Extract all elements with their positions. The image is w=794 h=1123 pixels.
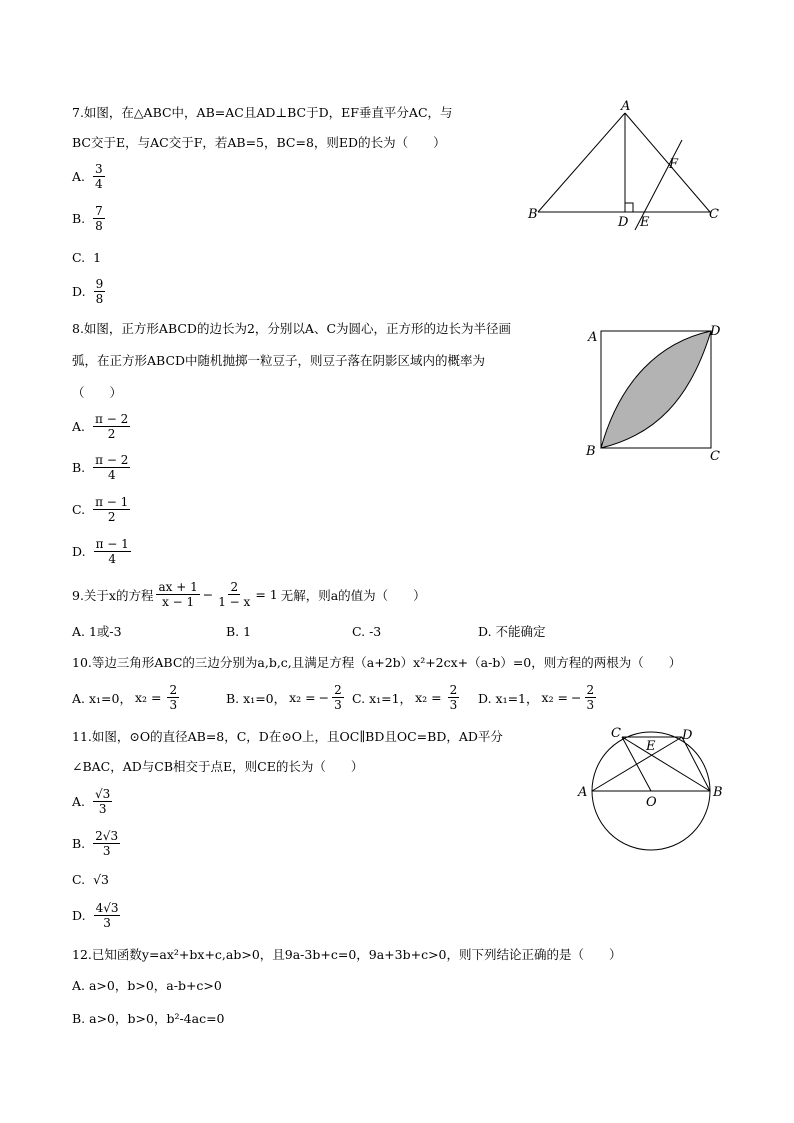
- fraction: $\frac{2}{1 - x}$: [218, 580, 251, 609]
- fraction: $\frac{3}{4}$: [95, 162, 103, 191]
- fraction: $\frac{4√3}{3}$: [95, 901, 119, 930]
- q9-suffix: 无解，则a的值为（ ）: [280, 587, 426, 603]
- option-value: √3: [93, 872, 110, 887]
- q9-option-b: B. 1: [226, 624, 252, 639]
- q8-option-d: [72, 537, 131, 566]
- option-label: C.: [72, 502, 86, 517]
- q9-stem: [72, 580, 426, 609]
- fraction: $\frac{2}{3}$: [449, 683, 458, 712]
- q9-option-c: C. -3: [352, 624, 382, 639]
- option-label: B.: [72, 836, 86, 851]
- option-label: A.: [72, 169, 86, 184]
- q9-option-d: D. 不能确定: [478, 624, 546, 639]
- q11-option-a: [72, 787, 112, 816]
- fraction: $\frac{2}{3}$: [586, 683, 595, 712]
- q8-option-b: [72, 453, 130, 482]
- q8-stem-line1: 8.如图，正方形ABCD的边长为2，分别以A、C为圆心，正方形的边长为半径画: [72, 321, 512, 336]
- option-label: D.: [72, 908, 86, 923]
- q8-option-a: [72, 412, 130, 441]
- minus-sign: −: [202, 587, 214, 602]
- fraction: $\frac{ax + 1}{x - 1}$: [158, 580, 198, 609]
- q12-stem: 12.已知函数y=ax²+bx+c,ab>0，且9a-3b+c=0，9a+3b+c>0，则下列结论正确的是（ ）: [72, 947, 622, 962]
- option-label: A.: [72, 794, 86, 809]
- q10-option-d: D. x₁=1， x₂ = − $\frac{2}{3}$: [478, 683, 595, 712]
- q11-stem-line2: ∠BAC，AD与CB相交于点E，则CE的长为（ ）: [72, 759, 364, 774]
- label-d: D: [618, 215, 629, 230]
- option-label: B.: [72, 460, 86, 475]
- label-c: C: [709, 207, 719, 222]
- fraction: $\frac{√3}{3}$: [95, 787, 111, 816]
- q8-stem-line2: 弧，在正方形ABCD中随机抛掷一粒豆子，则豆子落在阴影区域内的概率为: [72, 353, 486, 368]
- fraction: $\frac{\pi - 1}{4}$: [95, 537, 129, 566]
- label-c: C: [710, 449, 720, 464]
- q11-option-d: [72, 901, 120, 930]
- q7-stem-line2: BC交于E，与AC交于F，若AB=5，BC=8，则ED的长为（ ）: [72, 135, 446, 150]
- q7-option-a: [72, 162, 105, 191]
- option-label: D.: [72, 284, 86, 299]
- label-d: D: [710, 324, 721, 339]
- fraction: $\frac{\pi - 2}{4}$: [95, 453, 129, 482]
- q11-option-b: [72, 829, 120, 858]
- label-e: E: [646, 739, 656, 754]
- option-label: A.: [72, 419, 86, 434]
- q8-option-c: [72, 495, 130, 524]
- q9-option-a: A. 1或-3: [72, 624, 122, 639]
- q8-stem-line3: （ ）: [72, 385, 123, 400]
- q7-option-c: [72, 250, 101, 265]
- q7-stem-line1: 7.如图，在△ABC中，AB=AC且AD⊥BC于D，EF垂直平分AC，与: [72, 105, 453, 120]
- q11-circle-figure: [570, 722, 730, 852]
- fraction: $\frac{2}{3}$: [169, 683, 178, 712]
- shaded-lens: [601, 331, 711, 448]
- fraction: $\frac{9}{8}$: [95, 277, 104, 306]
- option-label: C.: [72, 250, 86, 265]
- q7-option-b: [72, 204, 105, 233]
- label-a: A: [621, 100, 631, 114]
- option-label: C.: [72, 872, 86, 887]
- label-b: B: [713, 785, 723, 800]
- label-d: D: [682, 728, 693, 743]
- fraction: $\frac{7}{8}$: [95, 204, 103, 233]
- option-value: 1: [93, 250, 102, 265]
- q10-option-c: C. x₁=1， x₂ = $\frac{2}{3}$: [352, 683, 458, 712]
- option-label: D.: [72, 544, 86, 559]
- label-c: C: [611, 726, 621, 741]
- q7-option-d: [72, 277, 105, 306]
- label-b: B: [528, 207, 538, 222]
- fraction: $\frac{\pi - 1}{2}$: [95, 495, 129, 524]
- label-a: A: [588, 330, 598, 345]
- q10-option-b: B. x₁=0， x₂ = − $\frac{2}{3}$: [226, 683, 342, 712]
- fraction: $\frac{\pi - 2}{2}$: [95, 412, 129, 441]
- label-a: A: [578, 785, 588, 800]
- q9-prefix: 9.关于x的方程: [72, 587, 154, 603]
- q12-option-a: A. a>0，b>0，a-b+c>0: [72, 978, 222, 993]
- label-o: O: [646, 795, 657, 810]
- q8-square-figure: [580, 320, 730, 465]
- option-label: B.: [72, 211, 86, 226]
- fraction: $\frac{2}{3}$: [334, 683, 342, 712]
- q10-stem: 10.等边三角形ABC的三边分别为a,b,c,且满足方程（a+2b）x²+2cx+（a-b）=0，则方程的两根为（ ）: [72, 655, 682, 670]
- label-e: E: [640, 215, 650, 230]
- equals-one: = 1: [255, 587, 278, 602]
- fraction: $\frac{2√3}{3}$: [95, 829, 119, 858]
- q12-option-b: B. a>0，b>0，b²-4ac=0: [72, 1011, 225, 1026]
- q11-stem-line1: 11.如图，⊙O的直径AB=8，C，D在⊙O上，且OC∥BD且OC=BD，AD平分: [72, 729, 503, 744]
- q11-option-c: [72, 872, 109, 887]
- label-f: F: [669, 157, 679, 172]
- q10-option-a: A. x₁=0， x₂ = $\frac{2}{3}$: [72, 683, 178, 712]
- q7-triangle-figure: [520, 100, 735, 235]
- label-b: B: [586, 444, 596, 459]
